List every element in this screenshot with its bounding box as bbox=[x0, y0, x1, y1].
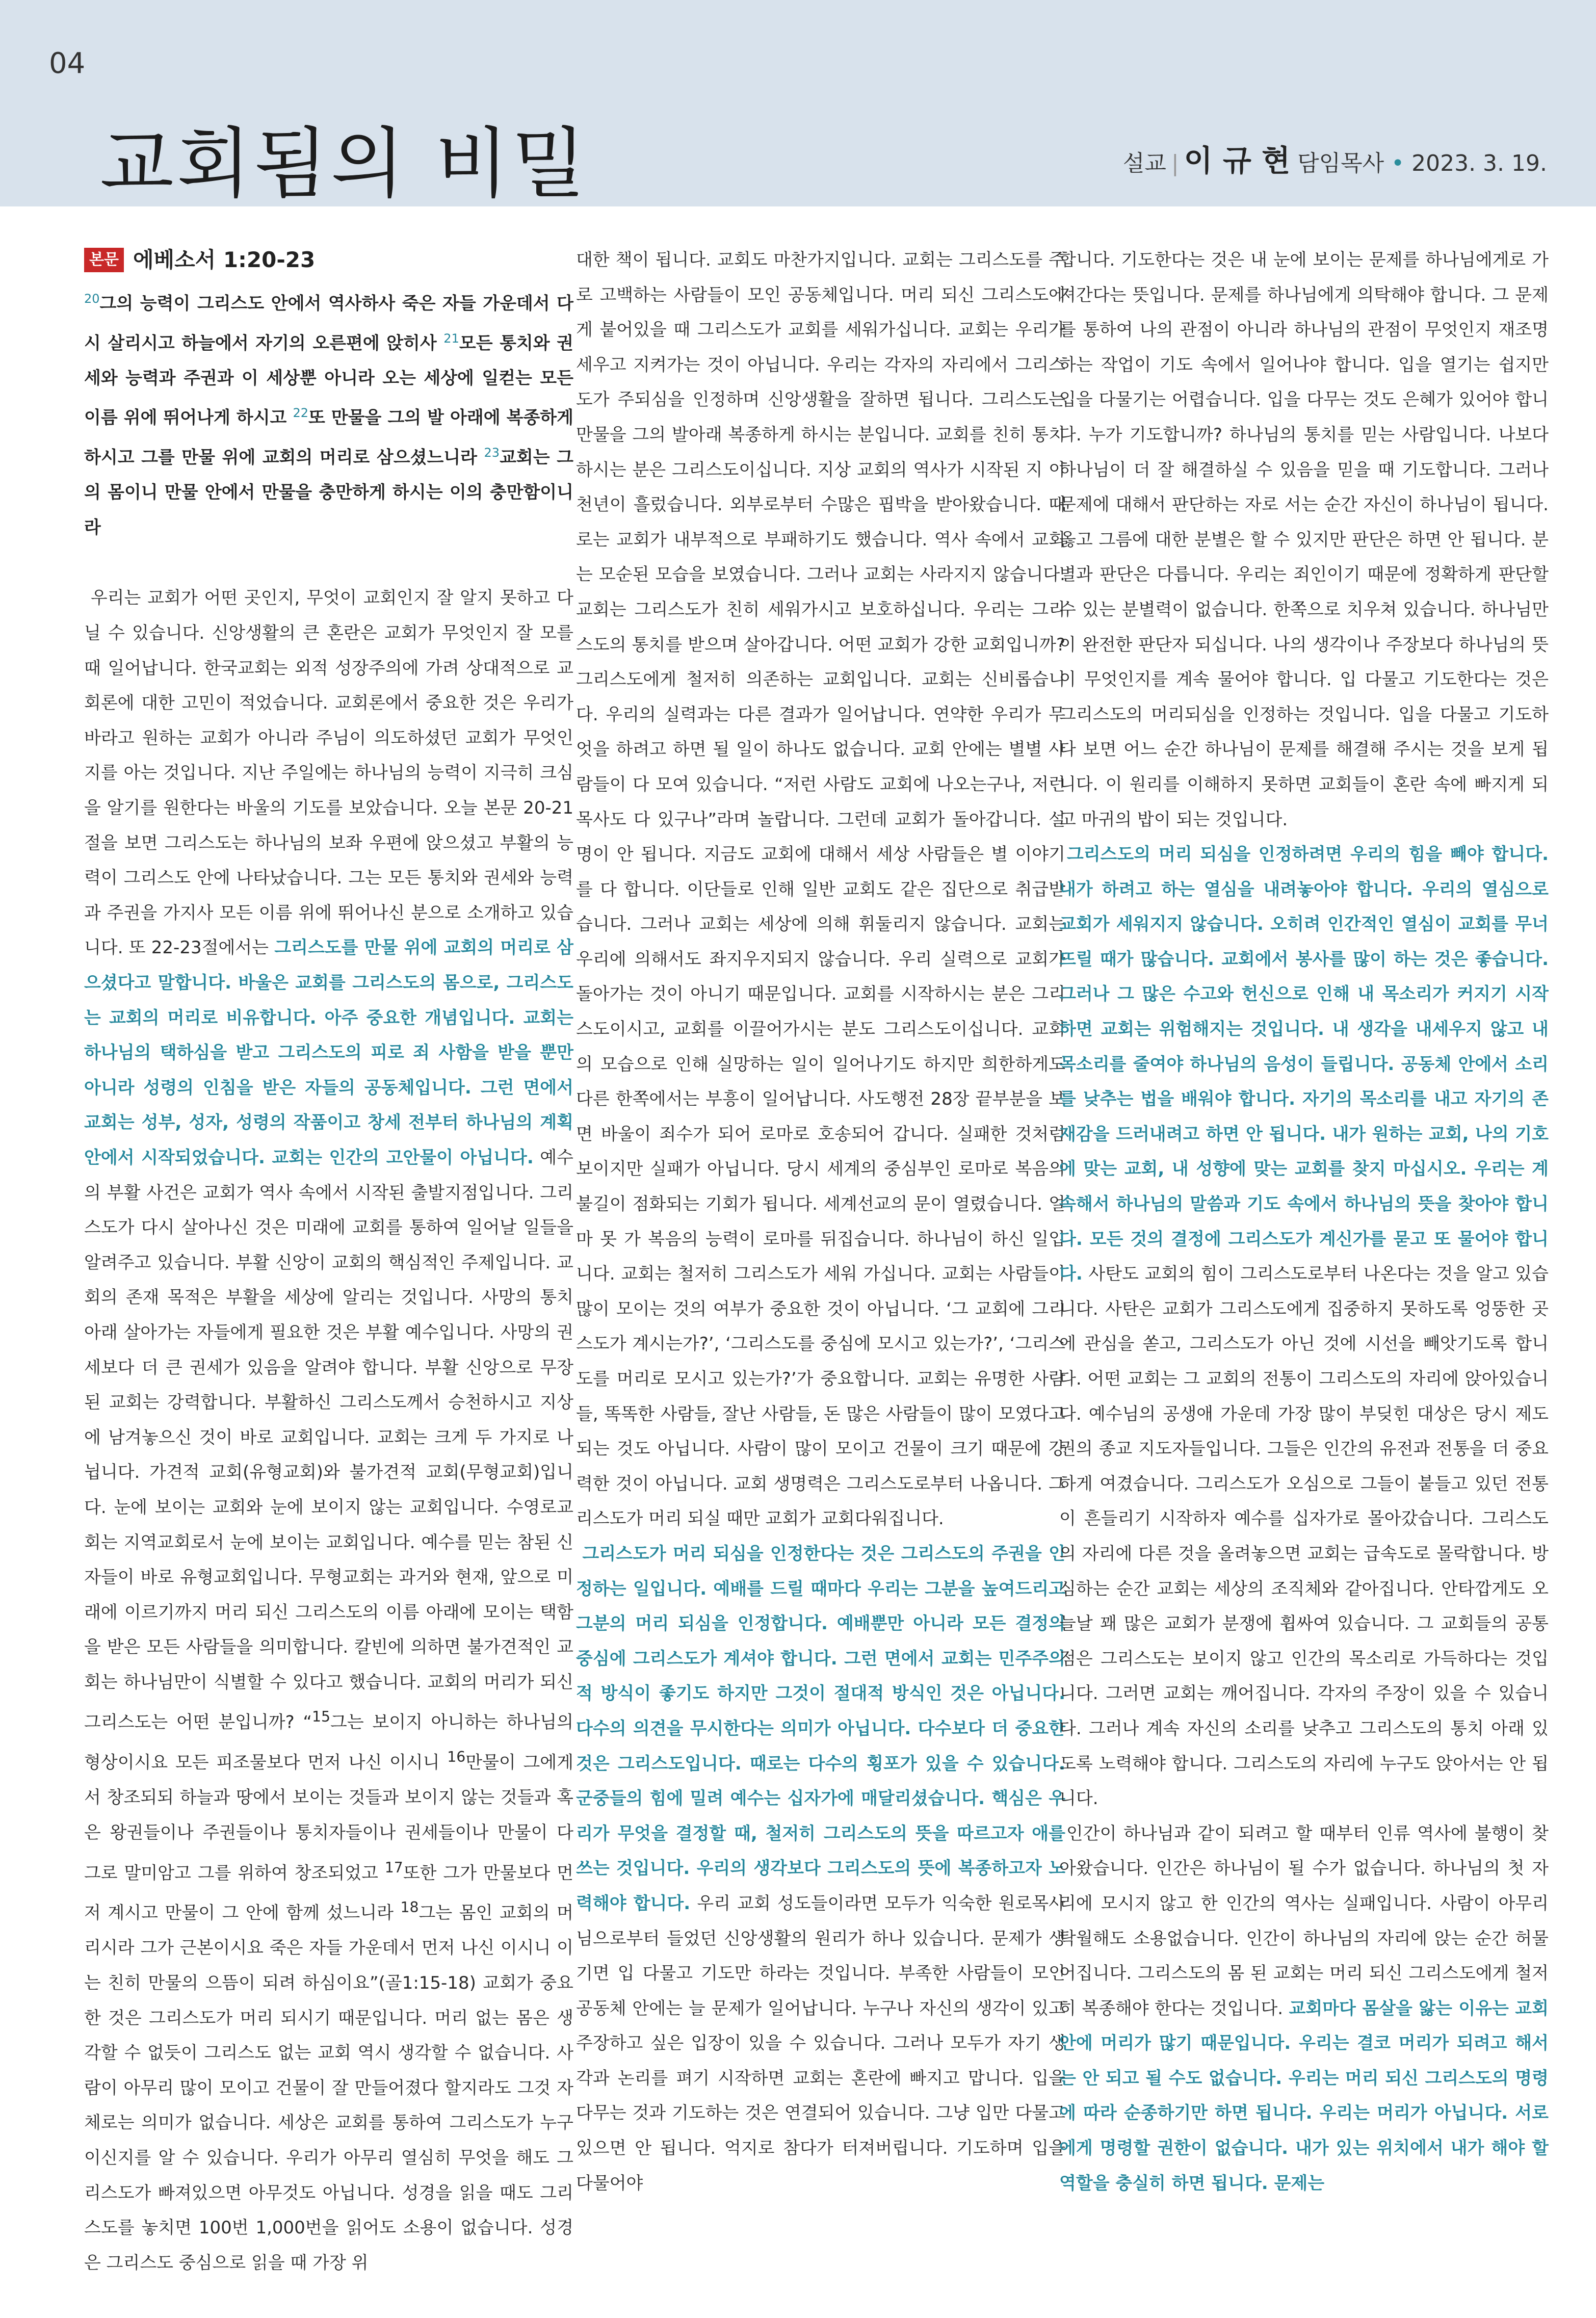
spacer bbox=[84, 545, 573, 581]
quote-text: 그는 보이지 아니하는 하나님의 형상이시요 모든 피조물보다 먼저 나신 이시니 bbox=[84, 1712, 573, 1773]
highlight-text: 그리스도의 머리 되심을 인정하려면 우리의 힘을 빼야 합니다. 내가 하려고 하는 열심을 내려놓아야 합니다. 우리의 열심으로 교회가 세워지지 않습니다. 오히려 인간적인 열심이 교회를 무너뜨릴 때가 많습니다. 교회에서 봉사를 많이 하는 것은 좋습니다. 그러나 그 많은 수고와 헌신으로 인해 내 목소리가 커지기 시작하면 교회는 위험해지는 것입니다. 내 생각을 내세우지 않고 내 목소리를 줄여야 하나님의 음성이 들립니다. 공동체 안에서 소리를 낮추는 법을 배워야 합니다. 자기의 목소리를 내고 자기의 존재감을 드러내려고 하면 안 됩니다. 내가 원하는 교회, 나의 기호에 맞는 교회, 내 성향에 맞는 교회를 찾지 마십시오. 우리는 계속해서 하나님의 말씀과 기도 속에서 하나님의 뜻을 찾아야 합니다. 모든 것의 결정에 그리스도가 계신가를 묻고 또 물어야 합니다. bbox=[1059, 844, 1549, 1285]
verse-number: 16 bbox=[447, 1749, 466, 1766]
byline bbox=[1123, 137, 1547, 179]
verse-number: 17 bbox=[384, 1859, 403, 1876]
page-number: 04 bbox=[49, 47, 86, 80]
body-text: 인간이 하나님과 같이 되려고 할 때부터 인류 역사에 불행이 찾아왔습니다. 인간은 하나님이 될 수가 없습니다. 하나님의 첫 자리에 모시지 않고 한 인간의 역사는 실패입니다. 사람이 아무리 탁월해도 소용없습니다. 인간이 하나님의 자리에 앉는 순간 허물어집니다. 그리스도의 몸 된 교회는 머리 되신 그리스도에게 철저히 복종해야 한다는 것입니다. bbox=[1059, 1823, 1549, 2019]
text-column-2 bbox=[576, 243, 1065, 2201]
highlight-text: 그리스도를 만물 위에 교회의 머리로 삼으셨다고 말합니다. 바울은 교회를 그리스도의 몸으로, 그리스도는 교회의 머리로 비유합니다. 아주 중요한 개념입니다. 교회는 하나님의 택하심을 받고 그리스도의 피로 죄 사함을 받을 뿐만 아니라 성령의 인침을 받은 자들의 공동체입니다. 그런 면에서 교회는 성부, 성자, 성령의 작품이고 창세 전부터 하나님의 계획안에서 시작되었습니다. 교회는 인간의 고안물이 아닙니다. bbox=[84, 937, 573, 1168]
body-paragraph: 합니다. 기도한다는 것은 내 눈에 보이는 문제를 하나님에게로 가져간다는 뜻입니다. 문제를 하나님에게 의탁해야 합니다. 그 문제를 통하여 나의 관점이 아니라 하나님의 관점이 무엇인지 재조명하는 작업이 기도 속에서 일어나야 합니다. 입을 열기는 쉽지만 입을 다물기는 어렵습니다. 입을 다무는 것도 은혜가 있어야 합니다. 누가 기도합니까? 하나님의 통치를 믿는 사람입니다. 나보다 하나님이 더 잘 해결하실 수 있음을 믿을 때 기도합니다. 그러나 문제에 대해서 판단하는 자로 서는 순간 자신이 하나님이 됩니다. 옳고 그름에 대한 분별은 할 수 있지만 판단은 하면 안 됩니다. 분별과 판단은 다릅니다. 우리는 죄인이기 때문에 정확하게 판단할 수 있는 분별력이 없습니다. 한쪽으로 치우쳐 있습니다. 하나님만이 완전한 판단자 되십니다. 나의 생각이나 주장보다 하나님의 뜻이 무엇인지를 계속 물어야 합니다. 입 다물고 기도한다는 것은 그리스도의 머리되심을 인정하는 것입니다. 입을 다물고 기도하다 보면 어느 순간 하나님이 문제를 해결해 주시는 것을 보게 됩니다. 이 원리를 이해하지 못하면 교회들이 혼란 속에 빠지게 되고 마귀의 밥이 되는 것입니다. bbox=[1059, 250, 1549, 830]
sermon-title: 교회됨의 비밀 bbox=[100, 120, 589, 209]
highlight-text: 그리스도가 머리 되심을 인정한다는 것은 그리스도의 주권을 인정하는 일입니다. 예배를 드릴 때마다 우리는 그분을 높여드리고 그분의 머리 되심을 인정합니다. 예배뿐만 아니라 모든 결정의 중심에 그리스도가 계셔야 합니다. 그런 면에서 교회는 민주주의적 방식이 좋기도 하지만 그것이 절대적 방식인 것은 아닙니다. 다수의 의견을 무시한다는 의미가 아닙니다. 다수보다 더 중요한 것은 그리스도입니다. 때로는 다수의 횡포가 있을 수 있습니다. 군중들의 힘에 밀려 예수는 십자가에 매달리셨습니다. 핵심은 우리가 무엇을 결정할 때, 철저히 그리스도의 뜻을 따르고자 애를 쓰는 것입니다. 우리의 생각보다 그리스도의 뜻에 복종하고자 노력해야 합니다. bbox=[576, 1543, 1065, 1914]
body-paragraph: 대한 책이 됩니다. 교회도 마찬가지입니다. 교회는 그리스도를 주로 고백하는 사람들이 모인 공동체입니다. 머리 되신 그리스도에게 붙어있을 때 그리스도가 교회를 세워가십니다. 교회는 우리가 세우고 지켜가는 것이 아닙니다. 우리는 각자의 자리에서 그리스도가 주되심을 인정하며 신앙생활을 잘하면 됩니다. 그리스도는 만물을 그의 발아래 복종하게 하시는 분입니다. 교회를 친히 통치하시는 분은 그리스도이십니다. 지상 교회의 역사가 시작된 지 이천년이 흘렀습니다. 외부로부터 수많은 핍박을 받아왔습니다. 때로는 교회가 내부적으로 부패하기도 했습니다. 역사 속에서 교회는 모순된 모습을 보였습니다. 그러나 교회는 사라지지 않습니다. 교회는 그리스도가 친히 세워가시고 보호하십니다. 우리는 그리스도의 통치를 받으며 살아갑니다. 어떤 교회가 강한 교회입니까? 그리스도에게 철저히 의존하는 교회입니다. 교회는 신비롭습니다. 우리의 실력과는 다른 결과가 일어납니다. 연약한 우리가 무엇을 하려고 하면 될 일이 하나도 없습니다. 교회 안에는 별별 사람들이 다 모여 있습니다. “저런 사람도 교회에 나오는구나, 저런 목사도 다 있구나”라며 놀랍니다. 그런데 교회가 돌아갑니다. 설명이 안 됩니다. 지금도 교회에 대해서 세상 사람들은 별 이야기를 다 합니다. 이단들로 인해 일반 교회도 같은 집단으로 취급받습니다. 그러나 교회는 세상에 의해 휘둘리지 않습니다. 교회는 우리에 의해서도 좌지우지되지 않습니다. 우리 실력으로 교회가 돌아가는 것이 아니기 때문입니다. 교회를 시작하시는 분은 그리스도이시고, 교회를 이끌어가시는 분도 그리스도이십니다. 교회의 모습으로 인해 실망하는 일이 일어나기도 하지만 희한하게도 다른 한쪽에서는 부흥이 일어납니다. 사도행전 28장 끝부분을 보면 바울이 죄수가 되어 로마로 호송되어 갑니다. 실패한 것처럼 보이지만 실패가 아닙니다. 당시 세계의 중심부인 로마로 복음의 불길이 점화되는 기회가 됩니다. 세계선교의 문이 열렸습니다. 얼마 못 가 복음의 능력이 로마를 뒤집습니다. 하나님이 하신 일입니다. 교회는 철저히 그리스도가 세워 가십니다. 교회는 사람들이 많이 모이는 것의 여부가 중요한 것이 아닙니다. ‘그 교회에 그리스도가 계시는가?’, ‘그리스도를 중심에 모시고 있는가?’, ‘그리스도를 머리로 모시고 있는가?’가 중요합니다. 교회는 유명한 사람들, 똑똑한 사람들, 잘난 사람들, 돈 많은 사람들이 많이 모였다고 되는 것도 아닙니다. 사람이 많이 모이고 건물이 크기 때문에 강력한 것이 아닙니다. 교회 생명력은 그리스도로부터 나옵니다. 그리스도가 머리 되실 때만 교회가 교회다워집니다. bbox=[576, 250, 1065, 1529]
body-text: 우리 교회 성도들이라면 모두가 익숙한 원로목사님으로부터 들었던 신앙생활의 원리가 하나 있습니다. 문제가 생기면 입 다물고 기도만 하라는 것입니다. 부족한 사람들이 모인 공동체 안에는 늘 문제가 일어납니다. 누구나 자신의 생각이 있고 주장하고 싶은 입장이 있을 수 있습니다. 그러나 모두가 자기 생각과 논리를 펴기 시작하면 교회는 혼란에 빠지고 맙니다. 입을 다무는 것과 기도하는 것은 연결되어 있습니다. 그냥 입만 다물고 있으면 안 됩니다. 억지로 참다가 터져버립니다. 기도하며 입을 다물어야 bbox=[576, 1893, 1065, 2194]
bullet-dot: • bbox=[1391, 150, 1405, 176]
verse-text: 그의 능력이 그리스도 안에서 역사하사 죽은 자들 가운데서 다시 살리시고 하늘에서 자기의 오른편에 앉히사 bbox=[84, 293, 573, 354]
verse-number: 23 bbox=[484, 446, 500, 460]
quote-text: 그는 몸인 교회의 머리시라 그가 근본이시요 죽은 자들 가운데서 먼저 나신 이시니 이는 친히 만물의 으뜸이 되려 하심이요”(골1:15-18) 교회가 중요한 것은 그리스도가 머리 되시기 때문입니다. 머리 없는 몸은 생각할 수 없듯이 그리스도 없는 교회 역시 생각할 수 없습니다. 사람이 아무리 많이 모이고 건물이 잘 만들어졌다 할지라도 그것 자체로는 의미가 없습니다. 세상은 교회를 통하여 그리스도가 누구이신지를 알 수 있습니다. 우리가 아무리 열심히 무엇을 해도 그리스도가 빠져있으면 아무것도 아닙니다. 성경을 읽을 때도 그리스도를 놓치면 100번 1,000번을 읽어도 소용이 없습니다. 성경은 그리스도 중심으로 읽을 때 가장 위 bbox=[84, 1903, 573, 2273]
verse-text: 또 만물을 그의 발 아래에 복종하게 하시고 그를 만물 위에 교회의 머리로 삼으셨느니라 bbox=[84, 407, 573, 468]
body-text: 사탄도 교회의 힘이 그리스도로부터 나온다는 것을 알고 있습니다. 사탄은 교회가 그리스도에게 집중하지 못하도록 엉뚱한 곳에 관심을 쏟고, 그리스도가 아닌 것에 시선을 빼앗기도록 합니다. 어떤 교회는 그 교회의 전통이 그리스도의 자리에 앉아있습니다. 예수님의 공생애 가운데 가장 많이 부딪힌 대상은 당시 제도권의 종교 지도자들입니다. 그들은 인간의 유전과 전통을 더 중요하게 여겼습니다. 그리스도가 오심으로 그들이 붙들고 있던 전통이 흔들리기 시작하자 예수를 십자가로 몰아갔습니다. 그리스도의 자리에 다른 것을 올려놓으면 교회는 급속도로 몰락합니다. 방심하는 순간 교회는 세상의 조직체와 같아집니다. 안타깝게도 오늘날 꽤 많은 교회가 분쟁에 휩싸여 있습니다. 그 교회들의 공통점은 그리스도는 보이지 않고 인간의 목소리로 가득하다는 것입니다. 그러면 교회는 깨어집니다. 각자의 주장이 있을 수 있습니다. 그러나 계속 자신의 소리를 낮추고 그리스도의 통치 아래 있도록 노력해야 합니다. 그리스도의 자리에 누구도 앉아서는 안 됩니다. bbox=[1059, 1264, 1549, 1809]
verse-number: 21 bbox=[443, 331, 459, 346]
text-column-3 bbox=[1059, 243, 1549, 2201]
body-text: 예수의 부활 사건은 교회가 역사 속에서 시작된 출발지점입니다. 그리스도가 다시 살아나신 것은 미래에 교회를 통하여 일어날 일들을 알려주고 있습니다. 부활 신앙이 교회의 핵심적인 주제입니다. 교회의 존재 목적은 부활을 세상에 알리는 것입니다. 사망의 통치 아래 살아가는 자들에게 필요한 것은 부활 예수입니다. 사망의 권세보다 더 큰 권세가 있음을 알려야 합니다. 부활 신앙으로 무장된 교회는 강력합니다. 부활하신 그리스도께서 승천하시고 지상에 남겨놓으신 것이 바로 교회입니다. 교회는 크게 두 가지로 나뉩니다. 가견적 교회(유형교회)와 불가견적 교회(무형교회)입니다. 눈에 보이는 교회와 눈에 보이지 않는 교회입니다. 수영로교회는 지역교회로서 눈에 보이는 교회입니다. 예수를 믿는 참된 신자들이 바로 유형교회입니다. 무형교회는 과거와 현재, 앞으로 미래에 이르기까지 머리 되신 그리스도의 이름 아래에 모이는 택함을 받은 모든 사람들을 의미합니다. 칼빈에 의하면 불가견적인 교회는 하나님만이 식별할 수 있다고 했습니다. 교회의 머리가 되신 그리스도는 어떤 분입니까? “ bbox=[84, 1147, 573, 1733]
preacher-name: 이 규 현 bbox=[1184, 143, 1291, 178]
divider: | bbox=[1171, 150, 1179, 176]
text-column-1 bbox=[84, 243, 573, 2280]
highlight-text: 교회마다 몸살을 앓는 이유는 교회 안에 머리가 많기 때문입니다. 우리는 결코 머리가 되려고 해서는 안 되고 될 수도 없습니다. 우리는 머리 되신 그리스도의 명령에 따라 순종하기만 하면 됩니다. 우리는 머리가 아닙니다. 서로에게 명령할 권한이 없습니다. 내가 있는 위치에서 내가 해야 할 역할을 충실히 하면 됩니다. 문제는 bbox=[1059, 1998, 1549, 2194]
body-paragraph bbox=[1059, 1816, 1549, 2201]
scripture-heading bbox=[84, 243, 573, 277]
body-text: 우리는 교회가 어떤 곳인지, 무엇이 교회인지 잘 알지 못하고 다닐 수 있습니다. 신앙생활의 큰 혼란은 교회가 무엇인지 잘 모를 때 일어납니다. 한국교회는 외적 성장주의에 가려 상대적으로 교회론에 대한 고민이 적었습니다. 교회론에서 중요한 것은 우리가 바라고 원하는 교회가 아니라 주님이 의도하셨던 교회가 무엇인지를 아는 것입니다. 지난 주일에는 하나님의 능력이 지극히 크심을 알기를 원한다는 바울의 기도를 보았습니다. 오늘 본문 20-21절을 보면 그리스도는 하나님의 보좌 우편에 앉으셨고 부활의 능력이 그리스도 안에 나타났습니다. 그는 모든 통치와 권세와 능력과 주권을 가지사 모든 이름 위에 뛰어나신 분으로 소개하고 있습니다. 또 22-23절에서는 bbox=[84, 588, 573, 958]
verse-number: 15 bbox=[311, 1708, 330, 1726]
body-paragraph bbox=[576, 1536, 1065, 2201]
verse-text: 교회는 그의 몸이니 만물 안에서 만물을 충만하게 하시는 이의 충만함이니라 bbox=[84, 447, 573, 538]
sermon-label: 설교 bbox=[1122, 150, 1166, 176]
sermon-date: 2023. 3. 19. bbox=[1411, 150, 1547, 176]
scripture-text bbox=[84, 281, 573, 545]
body-paragraph bbox=[84, 581, 573, 2280]
quote-text: 또한 그가 만물보다 먼저 계시고 만물이 그 안에 함께 섰느니라 bbox=[84, 1862, 573, 1923]
verse-number: 18 bbox=[400, 1899, 419, 1916]
scripture-reference: 에베소서 1:20-23 bbox=[133, 247, 316, 272]
body-paragraph bbox=[1059, 837, 1549, 1816]
verse-number: 20 bbox=[84, 292, 100, 306]
scripture-badge: 본문 bbox=[84, 248, 124, 272]
quote-text: 만물이 그에게서 창조되되 하늘과 땅에서 보이는 것들과 보이지 않는 것들과 혹은 왕권들이나 주권들이나 통치자들이나 권세들이나 만물이 다 그로 말미암고 그를 위하여 창조되었고 bbox=[84, 1752, 573, 1883]
verse-text: 모든 통치와 권세와 능력과 주권과 이 세상뿐 아니라 오는 세상에 일컫는 모든 이름 위에 뛰어나게 하시고 bbox=[84, 333, 573, 428]
verse-number: 22 bbox=[293, 406, 308, 421]
header-band bbox=[0, 0, 1596, 209]
preacher-role: 담임목사 bbox=[1297, 150, 1384, 176]
